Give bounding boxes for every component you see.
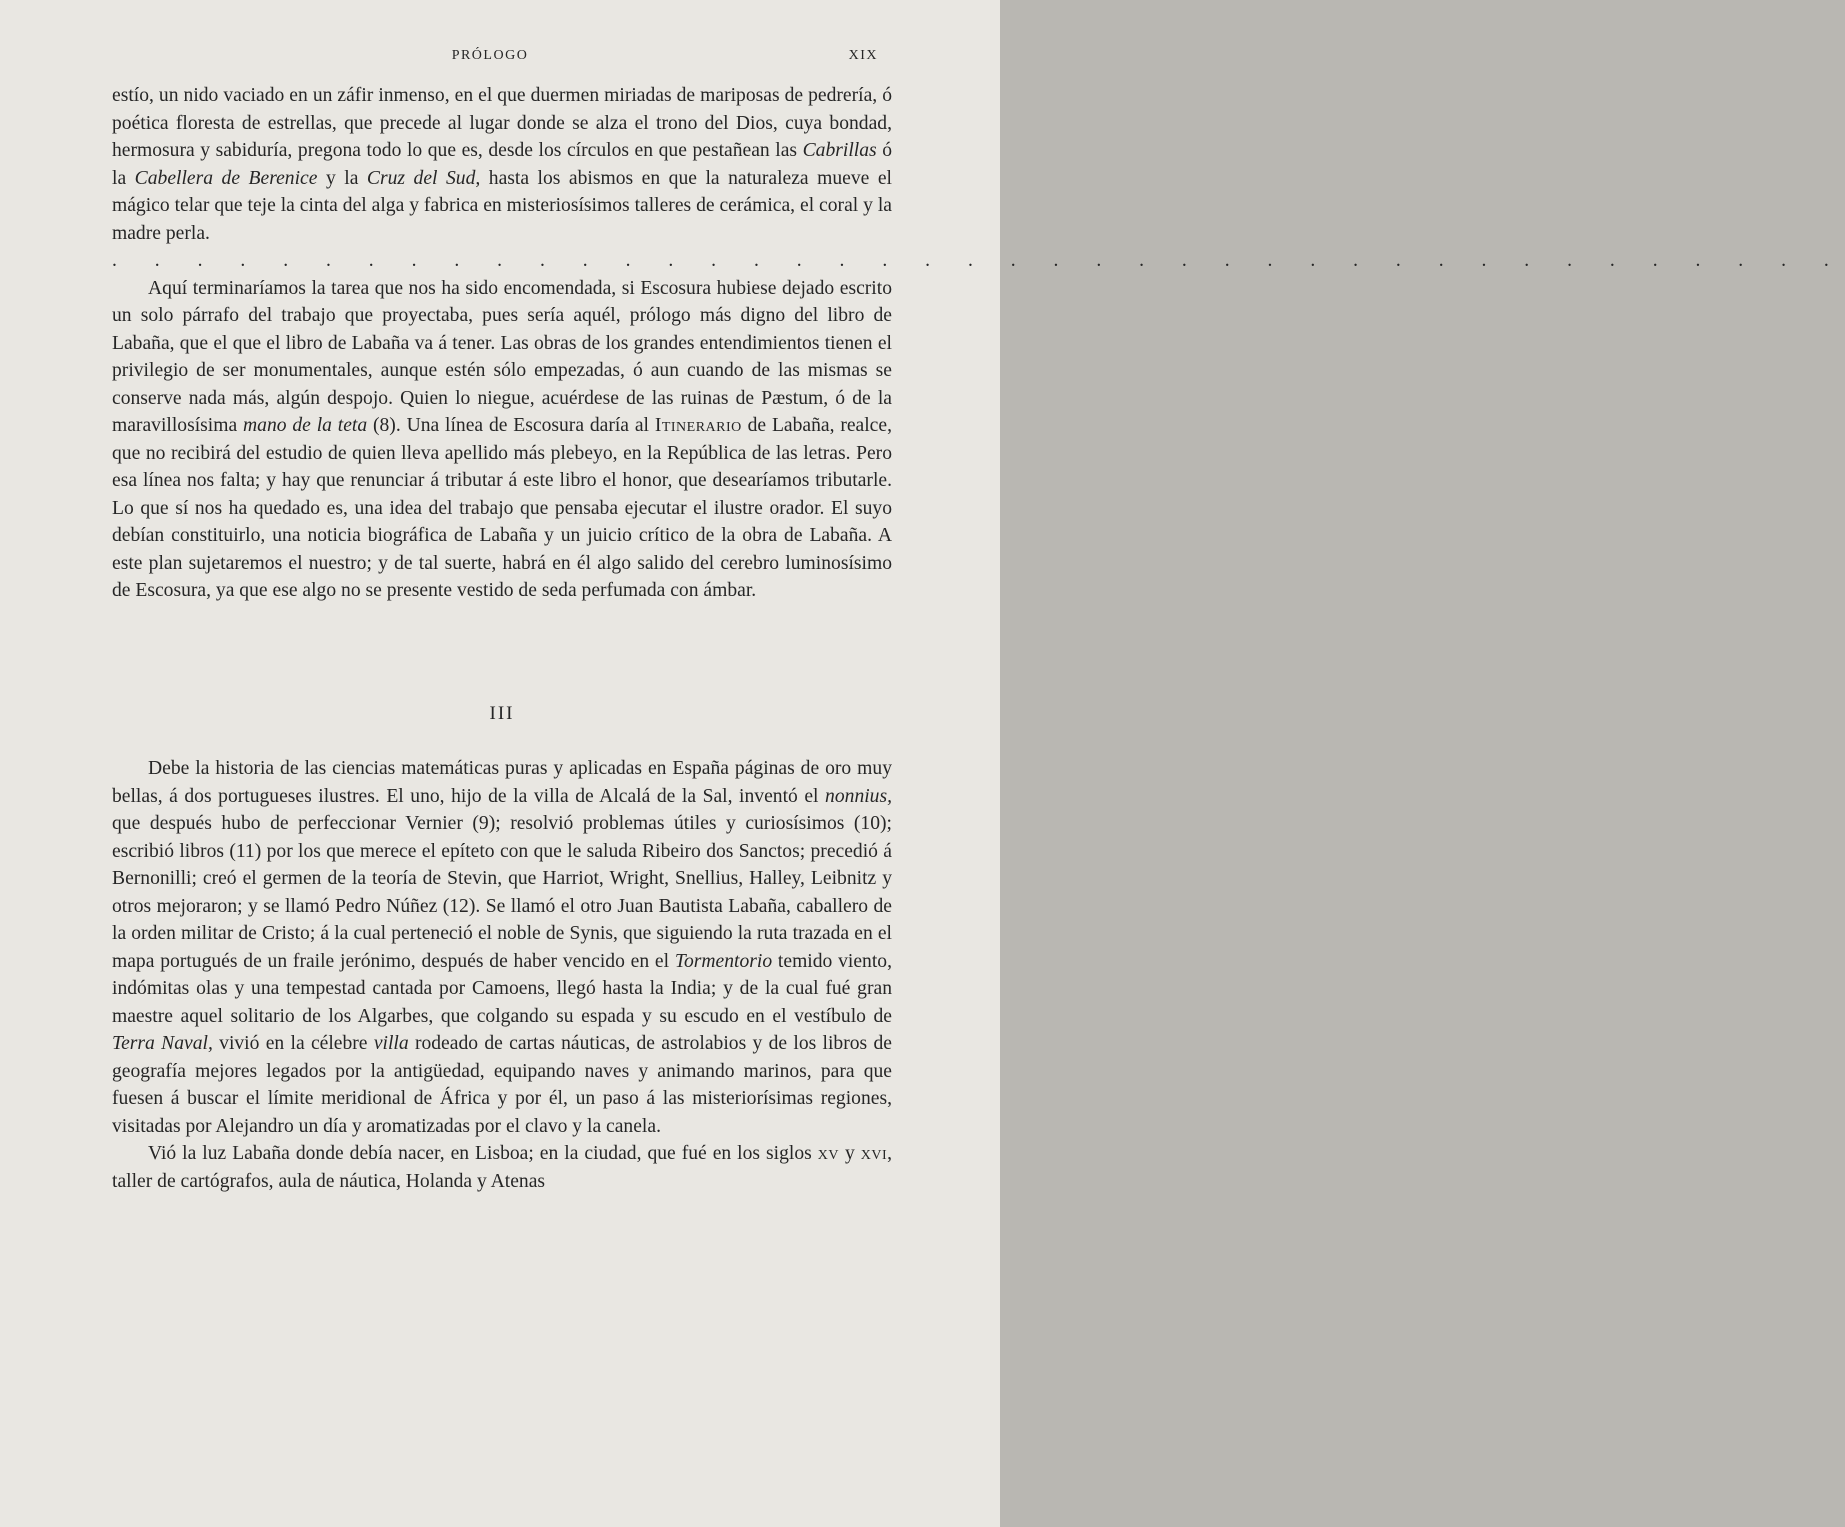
text-run: hasta los abismos en que la naturaleza mueve el mágico telar que teje la cinta del alga y fabrica en misteriosísimos talleres de cerámica, el coral y la madre perla. bbox=[112, 167, 892, 244]
text-run: y la bbox=[317, 167, 367, 189]
paragraph-3 bbox=[112, 755, 892, 1140]
small-caps-run: xvi bbox=[860, 1143, 888, 1164]
text-run: que después hubo de perfeccionar Vernier (9); resolvió problemas útiles y curiosísimos (10); escribió libros (11) por los que merece el epíteto con que le saluda Ribeiro dos Sanctos; precedió á Bernonilli; creó el germen de la teoría de Stevin, que Harriot, Wright, Snellius, Halley, Leibnitz y otros mejoraron; y se llamó Pedro Núñez (12). Se llamó el otro Juan Bautista Labaña, caballero de la orden militar de Cristo; á la cual perteneció el noble de Synis, que siguiendo la ruta trazada en el mapa portugués de un fraile jerónimo, después de haber vencido en el bbox=[112, 813, 892, 972]
italic-run: Cabellera de Berenice bbox=[134, 167, 318, 189]
italic-run: nonnius, bbox=[825, 785, 892, 807]
text-run: y bbox=[838, 1143, 861, 1164]
text-run: temido viento, indómitas olas y una tempestad cantada por Camoens, llegó hasta la India; y de la cual fué gran maestre aquel solitario de los Algarbes, que colgando su espada y su escudo en el vestíbulo de bbox=[112, 950, 892, 1027]
text-run: ó la bbox=[112, 140, 892, 189]
text-run: estío, un nido vaciado en un záfir inmenso, en el que duermen miriadas de mariposas de pedrería, ó poética floresta de estrellas, que precede al lugar donde se alza el trono del Dios, cuya bondad, hermosura y sabiduría, pregona todo lo que es, desde los círculos en que pestañean las bbox=[112, 85, 892, 161]
text-run: vivió en la célebre bbox=[212, 1033, 374, 1054]
text-run: (8). Una línea de Escosura daría al bbox=[367, 415, 655, 436]
page-number: XIX bbox=[848, 48, 878, 63]
paragraph-2 bbox=[112, 275, 892, 605]
small-caps-run: Itinerario bbox=[654, 415, 742, 436]
italic-run: mano de la teta bbox=[243, 415, 368, 436]
text-run: Debe la historia de las ciencias matemáticas puras y aplicadas en España páginas de oro muy bellas, á dos portugueses ilustres. El uno, hijo de la villa de Alcalá de la Sal, inventó el bbox=[112, 758, 892, 807]
body-text bbox=[112, 82, 1845, 1195]
italic-run: Cruz del Sud, bbox=[366, 167, 481, 189]
text-run: , taller de cartógrafos, aula de náutica, Holanda y Atenas bbox=[112, 1143, 893, 1192]
italic-run: Cabrillas bbox=[802, 140, 877, 161]
dotted-separator: . . . . . . . . . . . . . . . . . . . . . . . . . . . . . . . . . . . . . . . . . bbox=[112, 250, 1845, 271]
paragraph-1 bbox=[112, 82, 892, 247]
small-caps-run: xv bbox=[817, 1143, 839, 1164]
page-header bbox=[112, 44, 878, 68]
italic-run: villa bbox=[373, 1033, 409, 1054]
italic-run: Terra Naval, bbox=[112, 1033, 213, 1054]
section-gap bbox=[112, 727, 892, 755]
text-run: Aquí terminaríamos la tarea que nos ha sido encomendada, si Escosura hubiese dejado escrito un solo párrafo del trabajo que proyectaba, pues sería aquél, prólogo más digno del libro de Labaña, que el que el libro de Labaña va á tener. Las obras de los grandes entendimientos tienen el privilegio de ser monumentales, aunque estén sólo empezadas, ó aun cuando de las mismas se conserve nada más, algún despojo. Quien lo niegue, acuérdese de las ruinas de Pæstum, ó de la maravillosísima bbox=[112, 277, 892, 436]
section-heading: III bbox=[489, 702, 515, 724]
paragraph-4 bbox=[112, 1140, 892, 1195]
italic-run: Tormentorio bbox=[674, 950, 773, 972]
text-run: de Labaña, realce, que no recibirá del estudio de quien lleva apellido más plebeyo, en la República de las letras. Pero esa línea nos falta; y hay que renunciar á tributar á este libro el honor, que desearíamos tributarle. Lo que sí nos ha quedado es, una idea del trabajo que pensaba ejecutar el ilustre orador. El suyo debían constituirlo, una noticia biográfica de Labaña y un juicio crítico de la obra de Labaña. A este plan sujetaremos el nuestro; y de tal suerte, habrá en él algo salido del cerebro luminosísimo de Escosura, ya que ese algo no se presente vestido de seda perfumada con ámbar. bbox=[112, 415, 892, 601]
running-head: PRÓLOGO bbox=[451, 48, 529, 63]
text-run: Vió la luz Labaña donde debía nacer, en Lisboa; en la ciudad, que fué en los siglos bbox=[148, 1143, 818, 1164]
text-run: rodeado de cartas náuticas, de astrolabios y de los libros de geografía mejores legados por la antigüedad, equipando naves y animando marinos, para que fuesen á buscar el límite meridional de África y por él, un paso á las misteriorísimas regiones, visitadas por Alejandro un día y aromatizadas por el clavo y la canela. bbox=[112, 1033, 892, 1137]
